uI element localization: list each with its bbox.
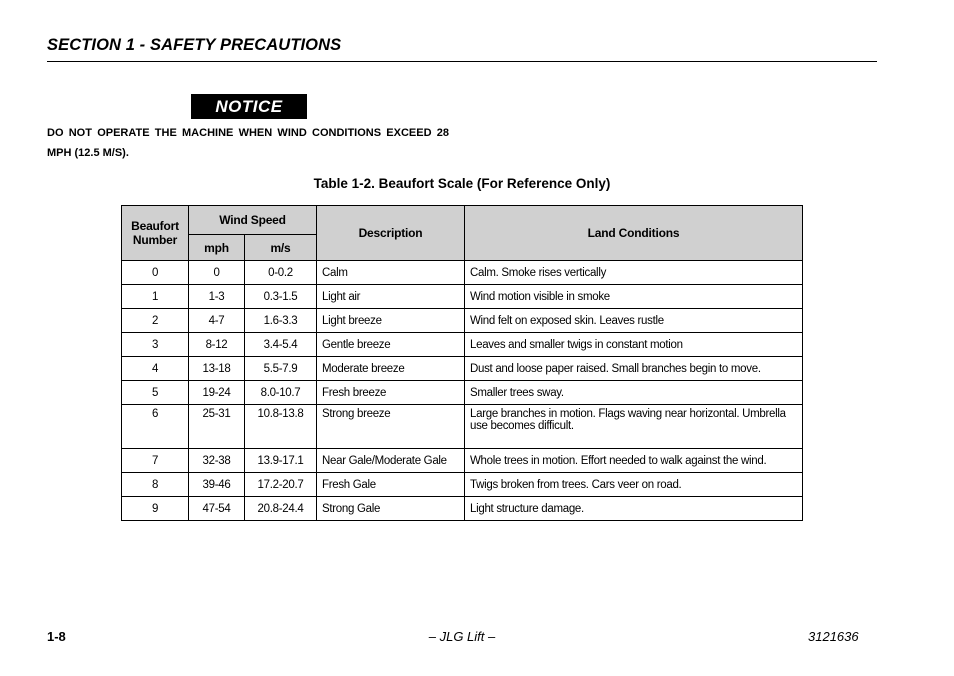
cell-description: Strong breeze [317,405,465,449]
cell-ms: 8.0-10.7 [245,381,317,405]
beaufort-table [121,205,803,521]
cell-land-conditions: Twigs broken from trees. Cars veer on road. [465,473,803,497]
cell-description: Calm [317,261,465,285]
cell-description: Moderate breeze [317,357,465,381]
cell-number: 1 [122,285,189,309]
table-row [122,333,803,357]
header-divider [47,61,877,62]
cell-mph: 25-31 [189,405,245,449]
cell-mph: 39-46 [189,473,245,497]
table-caption: Table 1-2. Beaufort Scale (For Reference Only) [313,176,611,191]
header-wind-speed: Wind Speed [189,206,317,235]
cell-number: 3 [122,333,189,357]
table-row [122,473,803,497]
cell-mph: 19-24 [189,381,245,405]
header-land-conditions: Land Conditions [465,206,803,261]
section-title: SECTION 1 - SAFETY PRECAUTIONS [47,36,342,54]
cell-ms: 17.2-20.7 [245,473,317,497]
cell-land-conditions: Wind motion visible in smoke [465,285,803,309]
cell-mph: 8-12 [189,333,245,357]
cell-mph: 13-18 [189,357,245,381]
table-row [122,405,803,449]
cell-land-conditions: Smaller trees sway. [465,381,803,405]
table-row [122,309,803,333]
notice-text: DO NOT OPERATE THE MACHINE WHEN WIND CONDITIONS EXCEED 28 MPH (12.5 M/S). [47,127,449,159]
cell-mph: 4-7 [189,309,245,333]
cell-land-conditions: Wind felt on exposed skin. Leaves rustle [465,309,803,333]
cell-mph: 32-38 [189,449,245,473]
table-row [122,497,803,521]
cell-ms: 13.9-17.1 [245,449,317,473]
table-row [122,449,803,473]
cell-mph: 1-3 [189,285,245,309]
cell-number: 0 [122,261,189,285]
table-row [122,381,803,405]
cell-land-conditions: Leaves and smaller twigs in constant motion [465,333,803,357]
cell-ms: 3.4-5.4 [245,333,317,357]
cell-land-conditions: Dust and loose paper raised. Small branches begin to move. [465,357,803,381]
table-row [122,261,803,285]
cell-description: Light air [317,285,465,309]
header-mph: mph [189,235,245,261]
table-row [122,357,803,381]
notice-badge: NOTICE [191,94,307,119]
cell-number: 6 [122,405,189,449]
cell-ms: 0.3-1.5 [245,285,317,309]
cell-description: Light breeze [317,309,465,333]
cell-mph: 0 [189,261,245,285]
cell-number: 8 [122,473,189,497]
cell-land-conditions: Light structure damage. [465,497,803,521]
cell-description: Near Gale/Moderate Gale [317,449,465,473]
cell-ms: 0-0.2 [245,261,317,285]
cell-description: Gentle breeze [317,333,465,357]
cell-description: Strong Gale [317,497,465,521]
cell-land-conditions: Large branches in motion. Flags waving near horizontal. Umbrella use becomes difficult. [465,405,803,449]
header-ms: m/s [245,235,317,261]
cell-mph: 47-54 [189,497,245,521]
cell-land-conditions: Calm. Smoke rises vertically [465,261,803,285]
footer-publisher: – JLG Lift – [428,629,496,644]
header-beaufort-number: Beaufort Number [122,206,189,261]
header-description: Description [317,206,465,261]
cell-ms: 5.5-7.9 [245,357,317,381]
cell-number: 4 [122,357,189,381]
cell-land-conditions: Whole trees in motion. Effort needed to walk against the wind. [465,449,803,473]
cell-description: Fresh Gale [317,473,465,497]
cell-ms: 20.8-24.4 [245,497,317,521]
document-number: 3121636 [808,629,859,644]
cell-description: Fresh breeze [317,381,465,405]
cell-number: 5 [122,381,189,405]
cell-number: 9 [122,497,189,521]
page-number: 1-8 [47,629,66,644]
table-row [122,285,803,309]
cell-number: 2 [122,309,189,333]
cell-ms: 10.8-13.8 [245,405,317,449]
cell-ms: 1.6-3.3 [245,309,317,333]
cell-number: 7 [122,449,189,473]
